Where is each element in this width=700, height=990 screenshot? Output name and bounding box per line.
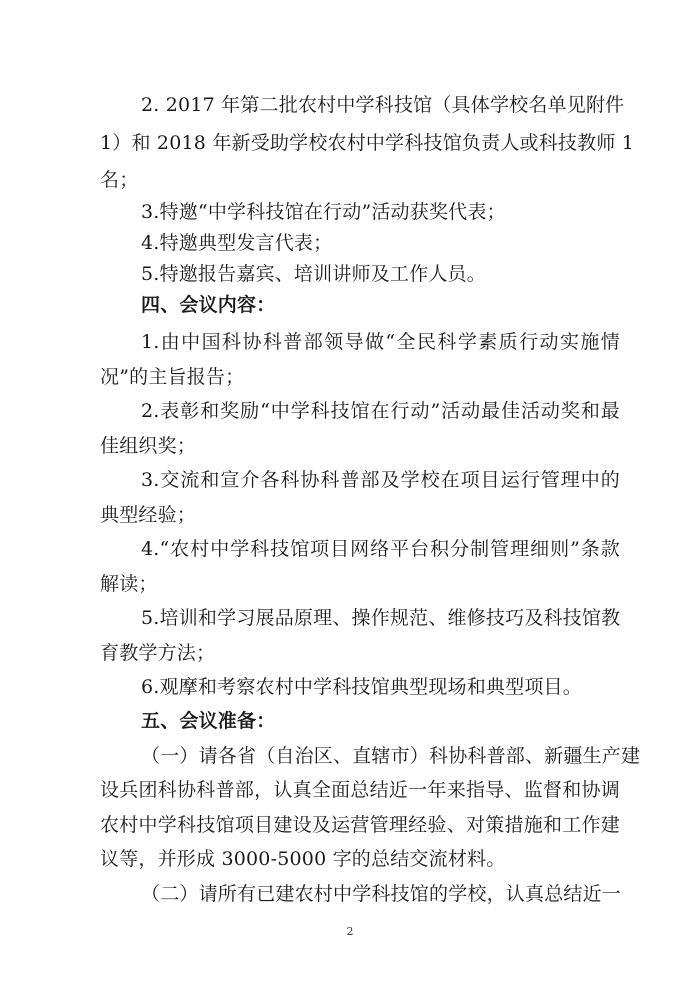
paragraph-line: 设兵团科协科普部，认真全面总结近一年来指导、监督和协调 [100, 779, 620, 801]
paragraph-line: 1）和 2018 年新受助学校农村中学科技馆负责人或科技教师 1 [100, 132, 635, 154]
paragraph-line: 况”的主旨报告； [100, 366, 245, 388]
paragraph-line: 佳组织奖； [100, 435, 197, 457]
paragraph-line: 农村中学科技馆项目建设及运营管理经验、对策措施和工作建 [100, 814, 620, 836]
paragraph-line: 4.“农村中学科技馆项目网络平台积分制管理细则”条款 [141, 538, 620, 560]
paragraph-line: 2.表彰和奖励“中学科技馆在行动”活动最佳活动奖和最 [141, 400, 620, 422]
paragraph-line: 4.特邀典型发言代表； [141, 232, 333, 254]
paragraph-line: 议等，并形成 3000-5000 字的总结交流材料。 [100, 848, 506, 870]
paragraph-line: 育教学方法； [100, 642, 216, 664]
paragraph-line: （二）请所有已建农村中学科技馆的学校，认真总结近一 [141, 883, 622, 905]
paragraph-line: 典型经验； [100, 504, 197, 526]
paragraph-line: 5.特邀报告嘉宾、培训讲师及工作人员。 [141, 263, 486, 285]
paragraph-line: 3.交流和宣介各科协科普部及学校在项目运行管理中的 [141, 469, 620, 491]
page-number: 2 [346, 925, 354, 938]
paragraph-line: 6.观摩和考察农村中学科技馆典型现场和典型项目。 [141, 676, 582, 698]
paragraph-line: 1.由中国科协科普部领导做“全民科学素质行动实施情 [141, 331, 620, 353]
paragraph-line: 名； [100, 169, 139, 191]
paragraph-line: 3.特邀“中学科技馆在行动”活动获奖代表； [141, 201, 506, 223]
paragraph-line: （一）请各省（自治区、直辖市）科协科普部、新疆生产建 [141, 745, 641, 767]
section-heading-5: 五、会议准备： [141, 710, 276, 732]
paragraph-line: 5.培训和学习展品原理、操作规范、维修技巧及科技馆教 [141, 607, 621, 629]
paragraph-line: 2. 2017 年第二批农村中学科技馆（具体学校名单见附件 [141, 94, 625, 116]
paragraph-line: 解读； [100, 573, 158, 595]
section-heading-4: 四、会议内容： [141, 294, 276, 316]
